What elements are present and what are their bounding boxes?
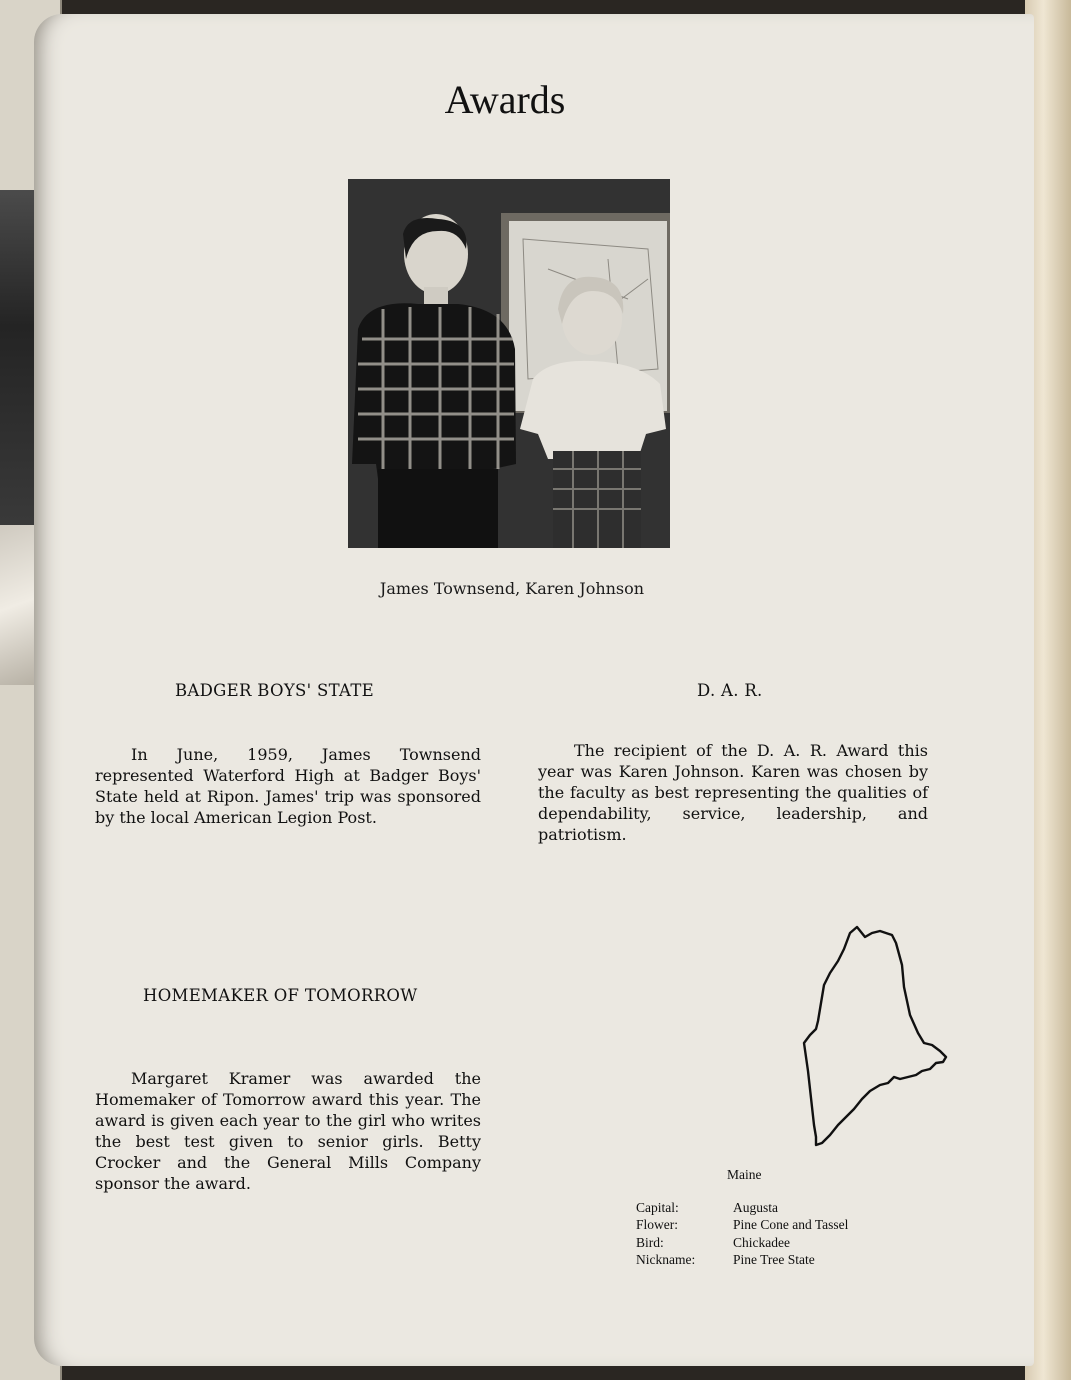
maine-outline-map [800, 925, 955, 1155]
fact-value: Chickadee [733, 1234, 790, 1250]
state-facts-table [636, 1199, 848, 1268]
homemaker-text [95, 1068, 481, 1194]
badger-boys-state-body: In June, 1959, James Townsend represented Waterford High at Badger Boys' State held at Ripon. James' trip was sponsored by the local American Legion Post. [95, 745, 481, 827]
photo-illustration [348, 179, 670, 548]
state-name: Maine [727, 1167, 762, 1182]
award-winners-photo [348, 179, 670, 548]
fact-row-nickname [636, 1251, 848, 1268]
badger-boys-state-heading: BADGER BOYS' STATE [175, 681, 374, 700]
badger-boys-state-text [95, 744, 481, 828]
page-title: Awards [444, 77, 566, 122]
fact-row-capital [636, 1199, 848, 1216]
fact-label: Bird: [636, 1234, 664, 1250]
dar-heading: D. A. R. [697, 681, 763, 700]
photo-caption: James Townsend, Karen Johnson [379, 579, 645, 598]
homemaker-heading: HOMEMAKER OF TOMORROW [143, 986, 418, 1005]
fact-value: Pine Tree State [733, 1251, 815, 1267]
facing-page-photo-fragment [0, 190, 34, 530]
fact-label: Flower: [636, 1217, 678, 1233]
dar-text [538, 740, 928, 845]
fact-label: Nickname: [636, 1251, 696, 1267]
facing-page-photo-fragment-lower [0, 525, 34, 685]
dar-body: The recipient of the D. A. R. Award this year was Karen Johnson. Karen was chosen by the faculty as best representing the qualities of dependability, service, leadership, and patriotism. [538, 741, 928, 844]
fact-row-flower [636, 1216, 848, 1233]
fact-value: Pine Cone and Tassel [733, 1217, 849, 1233]
homemaker-body: Margaret Kramer was awarded the Homemaker of Tomorrow award this year. The award is given each year to the girl who writes the best test given to senior girls. Betty Crocker and the General Mills Company sponsor the award. [95, 1069, 481, 1193]
fact-value: Augusta [733, 1200, 778, 1215]
fact-row-bird [636, 1234, 848, 1251]
fact-label: Capital: [636, 1200, 679, 1215]
